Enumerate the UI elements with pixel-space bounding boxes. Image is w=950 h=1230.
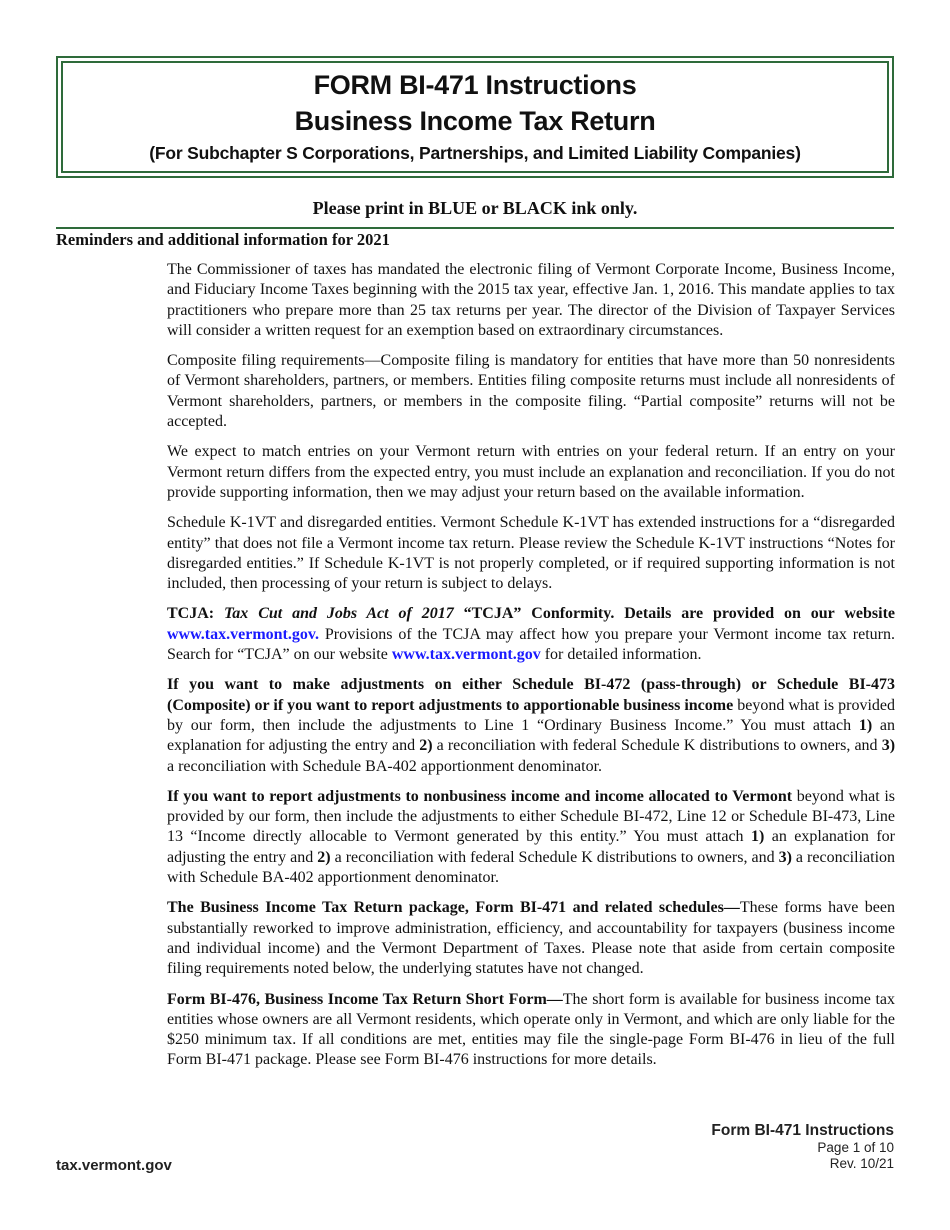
adjustments-text-c: a reconciliation with federal Schedule K distributions to owners, and (432, 737, 882, 755)
paragraph-short-form (167, 990, 895, 1071)
paragraph-efiling: The Commissioner of taxes has mandated the electronic filing of Vermont Corporate Income, Business Income, and Fiduciary Income Taxes beginning with the 2015 tax year, effective Jan. 1, 2016. This mandate applies to tax practitioners who prepare more than 25 tax returns per year. The director of the Division of Taxpayer Services will consider a written request for an exemption based on extraordinary circumstances. (167, 261, 895, 339)
paragraph-federal-match: We expect to match entries on your Vermont return with entries on your federal return. If an entry on your Vermont return differs from the expected entry, you must include an explanation and reconciliation. If you do not provide supporting information, then we may adjust your return based on the available information. (167, 443, 895, 501)
short-form-text: The short form is available for business income tax entities whose owners are all Vermont residents, which operate only in Vermont, and which are only liable for the $250 minimum tax. If all conditions are met, entities may file the single-page Form BI-476 in lieu of the full Form BI-471 package. Please see Form BI-476 instructions for more details. (167, 990, 895, 1069)
nonbusiness-text-a: beyond what is provided by our form, then include the adjustments to either Schedule BI-472, Line 12 or Schedule BI-473, Line 13 “Income directly allocable to Vermont generated by this entity.” You must attach (167, 787, 896, 846)
adjustments-text-b: an explanation for adjusting the entry and (167, 716, 895, 755)
package-text: These forms have been substantially reworked to improve administration, efficiency, and accountability for taxpayers (business income and individual income) and the Vermont Department of Taxes. Please note that aside from certain composite filing requirements noted below, the underlying statutes have not changed. (167, 899, 896, 978)
paragraph-adjustments-apportionable (167, 675, 895, 776)
tcja-text: Provisions of the TCJA may affect how you prepare your Vermont income tax return. Search for “TCJA” on our website (167, 625, 895, 664)
footer-website[interactable]: tax.vermont.gov (56, 1157, 172, 1174)
form-applicability: (For Subchapter S Corporations, Partnerships, and Limited Liability Companies) (149, 143, 801, 163)
footer-page-number: Page 1 of 10 (817, 1140, 894, 1155)
item-number: 2) (317, 848, 331, 866)
item-number: 1) (858, 716, 873, 734)
item-number: 3) (881, 737, 896, 755)
adjustments-text-d: a reconciliation with Schedule BA-402 apportionment denominator. (167, 757, 603, 775)
form-title: FORM BI-471 Instructions (313, 70, 637, 100)
footer-revision: Rev. 10/21 (829, 1156, 894, 1171)
website-link-2[interactable]: www.tax.vermont.gov (391, 646, 541, 664)
tcja-end: for detailed information. (540, 646, 702, 664)
tcja-lead: TCJA: (167, 605, 224, 623)
paragraph-k1vt: Schedule K-1VT and disregarded entities. Vermont Schedule K-1VT has extended instructions for a “disregarded entity” that does not file a Vermont income tax return. Please review the Schedule K-1VT instructions “Notes for disregarded entities.” If Schedule K-1VT is not properly completed, or if required supporting information is not included, then processing of your return is subject to delays. (167, 514, 895, 593)
ink-notice: Please print in BLUE or BLACK ink only. (312, 198, 638, 218)
paragraph-adjustments-nonbusiness (167, 787, 895, 888)
footer-info (711, 1121, 894, 1172)
item-number: 1) (750, 828, 765, 846)
paragraph-package (167, 898, 895, 979)
section-divider (56, 227, 894, 229)
website-link[interactable]: www.tax.vermont.gov. (167, 625, 319, 643)
adjustments-text-a: beyond what is provided by our form, then include the adjustments to Line 1 “Ordinary Business Income.” You must attach (167, 696, 896, 734)
nonbusiness-text-d: a reconciliation with Schedule BA-402 apportionment denominator. (167, 848, 896, 887)
tcja-act-name: Tax Cut and Jobs Act of 2017 (224, 605, 454, 623)
paragraph-composite: Composite filing requirements—Composite filing is mandatory for entities that have more than 50 nonresidents of Vermont shareholders, partners, or members. Entities filing composite returns must include all nonresidents of Vermont shareholders, partners, or members in the composite filing. “Partial composite” returns will not be accepted. (167, 352, 895, 431)
tcja-bold-text: “TCJA” Conformity. Details are provided on our website (453, 605, 896, 623)
item-number: 3) (778, 848, 792, 866)
package-heading: The Business Income Tax Return package, Form BI-471 and related schedules— (167, 899, 740, 917)
paragraph-tcja (167, 604, 895, 665)
title-box-inner (61, 61, 889, 173)
title-box (56, 56, 894, 178)
nonbusiness-heading: If you want to report adjustments to nonbusiness income and income allocated to Vermont (167, 787, 793, 805)
footer-form-name: Form BI-471 Instructions (711, 1122, 894, 1139)
adjustments-heading: If you want to make adjustments on either Schedule BI-472 (pass-through) or Schedule BI-473 (Composite) or if you want to report adjustments to apportionable business income (167, 676, 895, 714)
nonbusiness-text-b: an explanation for adjusting the entry and (167, 828, 895, 866)
nonbusiness-text-c: a reconciliation with federal Schedule K distributions to owners, and (330, 848, 779, 866)
form-subtitle-title: Business Income Tax Return (294, 106, 656, 136)
section-heading: Reminders and additional information for 2021 (56, 230, 390, 249)
instructions-body (167, 260, 895, 1081)
item-number: 2) (419, 737, 433, 755)
short-form-heading: Form BI-476, Business Income Tax Return Short Form— (167, 990, 563, 1008)
